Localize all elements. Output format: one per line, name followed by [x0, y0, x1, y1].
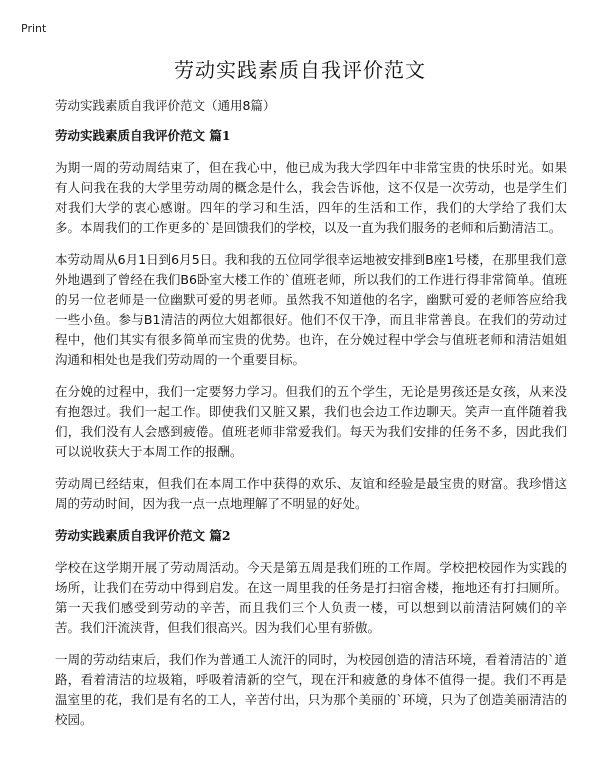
- article-body: [55, 96, 567, 742]
- paragraph: 本劳动周从6月1日到6月5日。我和我的五位同学很幸运地被安排到B座1号楼，在那里我们意外地遇到了曾经在我们B6卧室大楼工作的`值班老师，所以我们的工作进行得非常简单。值班的另一位老师是一位幽默可爱的男老师。虽然我不知道他的名字，幽默可爱的老师答应给我一些小鱼。参与B1清洁的两位大姐都很好。他们不仅干净，而且非常善良。在我们的劳动过程中，他们其实有很多简单而宝贵的优势。也许，在分娩过程中学会与值班老师和清洁姐姐沟通和相处也是我们劳动周的一个重要目标。: [55, 252, 567, 367]
- section-heading: 劳动实践素质自我评价范文 篇1: [55, 128, 231, 143]
- article-subtitle: 劳动实践素质自我评价范文（通用8篇）: [55, 98, 276, 113]
- paragraph: 一周的劳动结束后，我们作为普通工人流汗的同时，为校园创造的清洁环境，看着清洁的`道路，看着清洁的垃圾箱，呼吸着清新的空气，现在汗和疲惫的身体不值得一提。我们不再是温室里的花，我们是有名的工人，辛苦付出，只为那个美丽的`环境，只为了创造美丽清洁的校园。: [55, 652, 567, 727]
- section-heading: 劳动实践素质自我评价范文 篇2: [55, 528, 231, 543]
- page-title: 劳动实践素质自我评价范文: [174, 58, 426, 82]
- section-2: [55, 526, 567, 730]
- print-link[interactable]: Print: [21, 22, 47, 35]
- paragraph: 劳动周已经结束，但我们在本周工作中获得的欢乐、友谊和经验是最宝贵的财富。我珍惜这周的劳动时间，因为我一点一点地理解了不明显的好处。: [55, 476, 567, 511]
- paragraph: 学校在这学期开展了劳动周活动。今天是第五周是我们班的工作周。学校把校园作为实践的场所，让我们在劳动中得到启发。在这一周里我的任务是打扫宿舍楼，拖地还有打扫厕所。第一天我们感受到劳动的辛苦，而且我们三个人负责一楼，可以想到以前清洁阿姨们的辛苦。我们汗流浃背，但我们很高兴。因为我们心里有骄傲。: [55, 560, 567, 635]
- paragraph: 为期一周的劳动周结束了，但在我心中，他已成为我大学四年中非常宝贵的快乐时光。如果有人问我在我的大学里劳动周的概念是什么，我会告诉他，这不仅是一次劳动，也是学生们对我们大学的衷心感谢。四年的学习和生活，四年的生活和工作，我们的大学给了我们太多。本周我们的工作更多的`是回馈我们的学校，以及一直为我们服务的老师和后勤清洁工。: [55, 160, 567, 235]
- section-1: [55, 126, 567, 514]
- paragraph: 在分娩的过程中，我们一定要努力学习。但我们的五个学生，无论是男孩还是女孩，从来没有抱怨过。我们一起工作。即使我们又脏又累，我们也会边工作边聊天。笑声一直伴随着我们，我们没有人会感到疲倦。值班老师非常爱我们。每天为我们安排的任务不多，因此我们可以说收获大于本周工作的报酬。: [55, 384, 567, 459]
